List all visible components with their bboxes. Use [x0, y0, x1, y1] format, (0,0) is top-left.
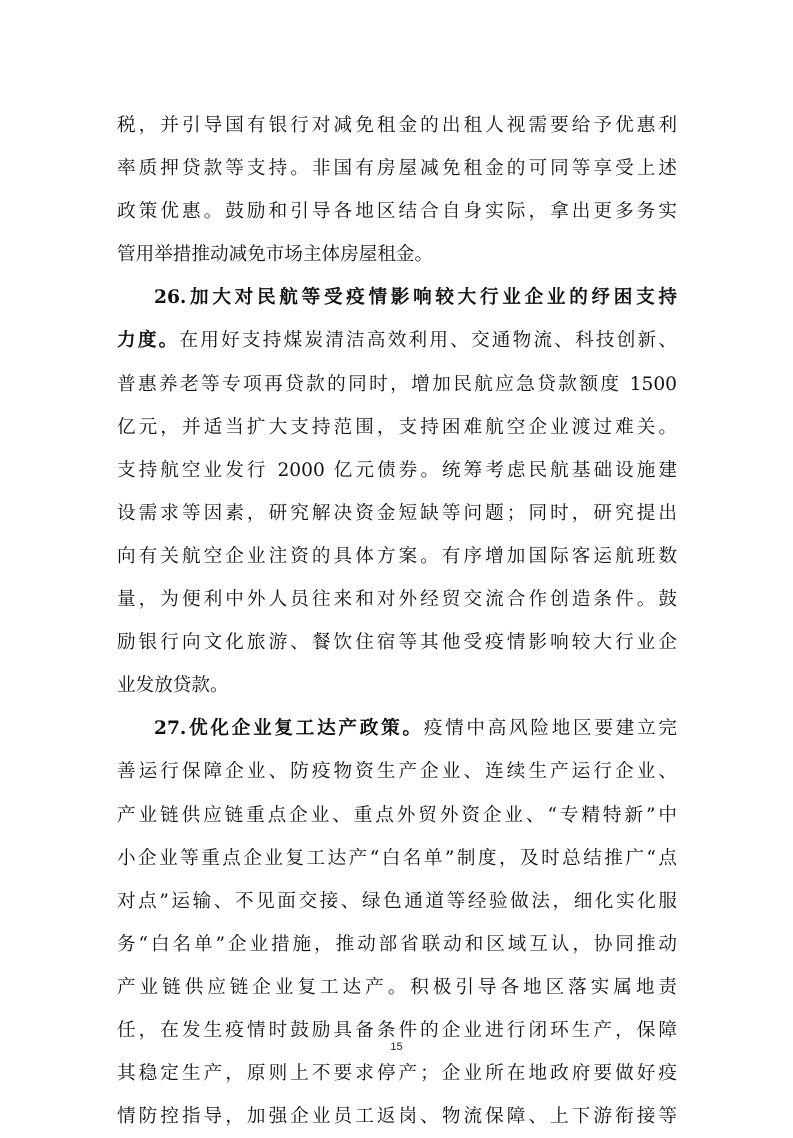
text-line: 支持航空业发行 2000 亿元债券。统筹考虑民航基础设施建 [117, 459, 677, 481]
text-line: 情防控指导，加强企业员工返岗、物流保障、上下游衔接等 [117, 1106, 677, 1128]
text-line: 产业链供应链重点企业、重点外贸外资企业、“专精特新”中 [117, 804, 677, 826]
text-line: 政策优惠。鼓励和引导各地区结合自身实际，拿出更多务实 [117, 201, 677, 223]
body-text [117, 104, 677, 1138]
text-line: 小企业等重点企业复工达产“白名单”制度，及时总结推广“点 [117, 847, 677, 869]
text-line: 任，在发生疫情时鼓励具备条件的企业进行闭环生产，保障 [117, 1019, 677, 1041]
text-line: 率质押贷款等支持。非国有房屋减免租金的可同等享受上述 [117, 158, 677, 180]
section-heading-26-cont: 力度。 [117, 330, 180, 352]
text-line: 业发放贷款。 [117, 675, 229, 697]
text-line: 其稳定生产，原则上不要求停产；企业所在地政府要做好疫 [117, 1063, 677, 1085]
text-line: 亿元，并适当扩大支持范围，支持困难航空企业渡过难关。 [117, 416, 677, 438]
text-line: 善运行保障企业、防疫物资生产企业、连续生产运行企业、 [117, 761, 677, 783]
text-span: 在用好支持煤炭清洁高效利用、交通物流、科技创新、 [179, 330, 677, 352]
text-line: 税，并引导国有银行对减免租金的出租人视需要给予优惠利 [117, 115, 677, 136]
section-heading-26: 26.加大对民航等受疫情影响较大行业企业的纾困支持 [154, 287, 677, 309]
text-line: 设需求等因素，研究解决资金短缺等问题；同时，研究提出 [117, 502, 677, 524]
text-line [117, 319, 677, 362]
text-line: 产业链供应链企业复工达产。积极引导各地区落实属地责 [117, 976, 677, 998]
text-line: 管用举措推动减免市场主体房屋租金。 [117, 244, 434, 266]
text-span: 疫情中高风险地区要建立完 [423, 718, 677, 740]
page-number: 15 [390, 1041, 403, 1053]
text-line: 务“白名单”企业措施，推动部省联动和区域互认，协同推动 [117, 933, 677, 955]
text-line: 普惠养老等专项再贷款的同时，增加民航应急贷款额度 1500 [117, 373, 677, 395]
text-line: 量，为便利中外人员往来和对外经贸交流合作创造条件。鼓 [117, 589, 677, 611]
section-heading-27: 27.优化企业复工达产政策。 [154, 718, 424, 740]
text-line: 励银行向文化旅游、餐饮住宿等其他受疫情影响较大行业企 [117, 632, 677, 654]
text-line: 对点”运输、不见面交接、绿色通道等经验做法，细化实化服 [117, 890, 677, 912]
text-line: 向有关航空企业注资的具体方案。有序增加国际客运航班数 [117, 545, 677, 567]
text-line [117, 707, 677, 750]
